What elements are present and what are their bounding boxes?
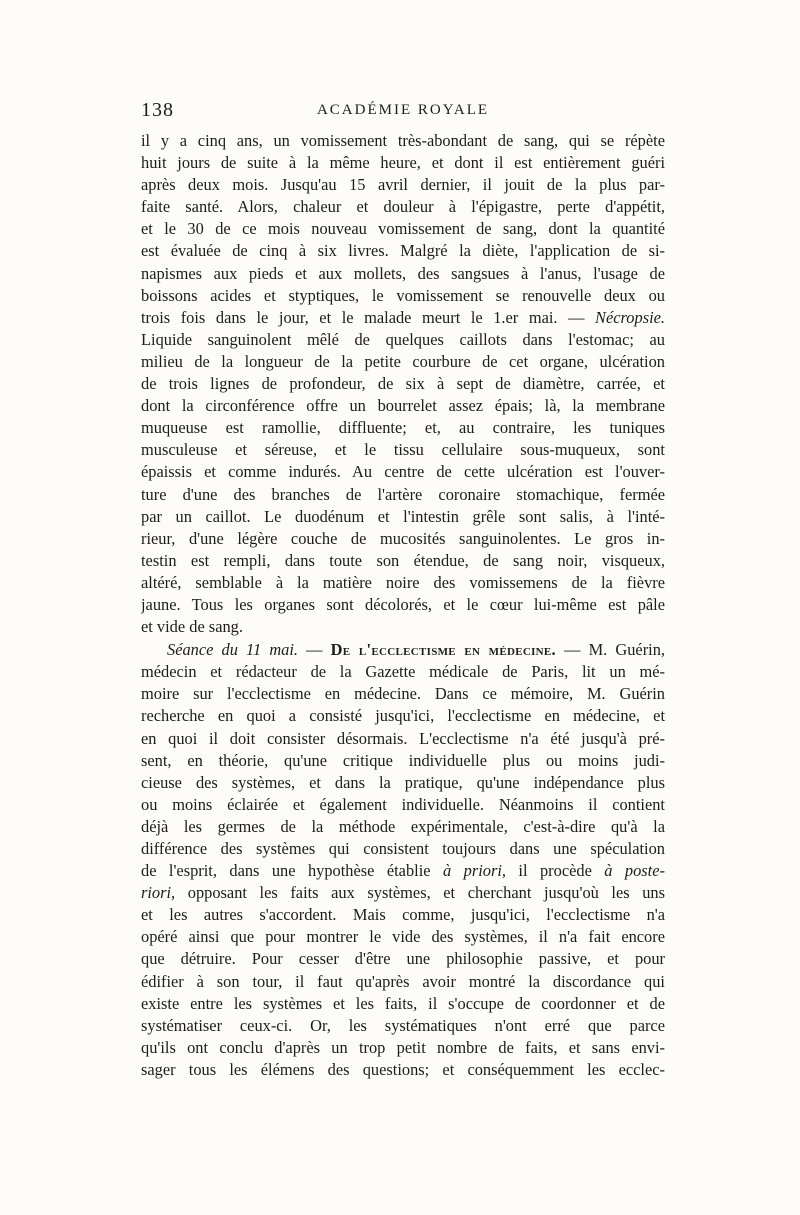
text-line: de trois lignes de profondeur, de six à sept de diamètre, carrée, et <box>141 374 665 394</box>
text-line: épaissis et comme indurés. Au centre de cette ulcération est l'ouver- <box>141 462 665 482</box>
text-line: en quoi il doit consister désormais. L'ecclectisme n'a été jusqu'à pré- <box>141 728 665 748</box>
text-line: cieuse des systèmes, et dans la pratique, qu'une indépendance plus <box>141 772 665 792</box>
text-line: ou moins éclairée et également individuelle. Néanmoins il contient <box>141 794 665 814</box>
text-line: trois fois dans le jour, et le malade meurt le 1.er mai. — Nécropsie. <box>141 307 665 327</box>
text-line: milieu de la longueur de la petite courbure de cet organe, ulcération <box>141 351 665 371</box>
text-line: il y a cinq ans, un vomissement très-abondant de sang, qui se répète <box>141 131 665 150</box>
text-line: Liquide sanguinolent mêlé de quelques caillots dans l'estomac; au <box>141 329 665 349</box>
text-line: altéré, semblable à la matière noire des vomissemens de la fièvre <box>141 572 665 592</box>
text-line: huit jours de suite à la même heure, et dont il est entièrement guéri <box>141 153 665 173</box>
page-header <box>141 99 665 127</box>
text-line: déjà les germes de la méthode expérimentale, c'est-à-dire qu'à la <box>141 816 665 836</box>
text-line: sent, en théorie, qu'une critique individuelle plus ou moins judi- <box>141 750 665 770</box>
text-line: médecin et rédacteur de la Gazette médicale de Paris, lit un mé- <box>141 662 665 682</box>
text-line: recherche en quoi a consisté jusqu'ici, l'ecclectisme en médecine, et <box>141 706 665 726</box>
text-line: opéré ainsi que pour montrer le vide des systèmes, il n'a fait encore <box>141 927 665 947</box>
body-text <box>141 130 665 1081</box>
text-line: après deux mois. Jusqu'au 15 avril dernier, il jouit de la plus par- <box>141 175 665 195</box>
text-line: ture d'une des branches de l'artère coronaire stomachique, fermée <box>141 484 665 504</box>
page-number: 138 <box>141 99 174 121</box>
text-line: et vide de sang. <box>141 617 243 637</box>
text-line: moire sur l'ecclectisme en médecine. Dans ce mémoire, M. Guérin <box>141 684 665 704</box>
text-line: riori, opposant les faits aux systèmes, et cherchant jusqu'où les uns <box>141 883 665 903</box>
text-line: napismes aux pieds et aux mollets, des sangsues à l'anus, l'usage de <box>141 263 665 283</box>
text-line: muqueuse est ramollie, diffluente; et, au contraire, les tuniques <box>141 418 665 438</box>
running-title: ACADÉMIE ROYALE <box>316 102 490 118</box>
text-line: Séance du 11 mai. — De l'ecclectisme en médecine. — M. Guérin, <box>167 640 665 660</box>
text-line: testin est rempli, dans toute son étendue, de sang noir, visqueux, <box>141 550 665 570</box>
text-line: sager tous les élémens des questions; et conséquemment les ecclec- <box>141 1059 665 1079</box>
text-line: de l'esprit, dans une hypothèse établie à priori, il procède à poste- <box>141 861 665 881</box>
text-line: est évaluée de cinq à six livres. Malgré la diète, l'application de si- <box>141 241 665 261</box>
text-line: qu'ils ont conclu d'après un trop petit nombre de faits, et sans envi- <box>141 1037 665 1057</box>
text-line: et les autres s'accordent. Mais comme, jusqu'ici, l'ecclectisme n'a <box>141 905 665 925</box>
text-line: et le 30 de ce mois nouveau vomissement de sang, dont la quantité <box>141 219 665 239</box>
text-line: dont la circonférence offre un bourrelet assez épais; là, la membrane <box>141 396 665 416</box>
text-line: existe entre les systèmes et les faits, il s'occupe de coordonner et de <box>141 993 665 1013</box>
text-line: faite santé. Alors, chaleur et douleur à l'épigastre, perte d'appétit, <box>141 197 665 217</box>
text-line: que détruire. Pour cesser d'être une philosophie passive, et pour <box>141 949 665 969</box>
text-line: systématiser ceux-ci. Or, les systématiques n'ont erré que parce <box>141 1015 665 1035</box>
text-line: boissons acides et styptiques, le vomissement se renouvelle deux ou <box>141 285 665 305</box>
text-line: musculeuse et séreuse, et le tissu cellulaire sous-muqueux, sont <box>141 440 665 460</box>
text-line: jaune. Tous les organes sont décolorés, et le cœur lui-même est pâle <box>141 594 665 614</box>
text-line: rieur, d'une légère couche de mucosités sanguinolentes. Le gros in- <box>141 528 665 548</box>
text-line: par un caillot. Le duodénum et l'intestin grêle sont salis, à l'inté- <box>141 506 665 526</box>
text-line: différence des systèmes qui consistent toujours dans une spéculation <box>141 839 665 858</box>
text-line: édifier à son tour, il faut qu'après avoir montré la discordance qui <box>141 971 665 991</box>
